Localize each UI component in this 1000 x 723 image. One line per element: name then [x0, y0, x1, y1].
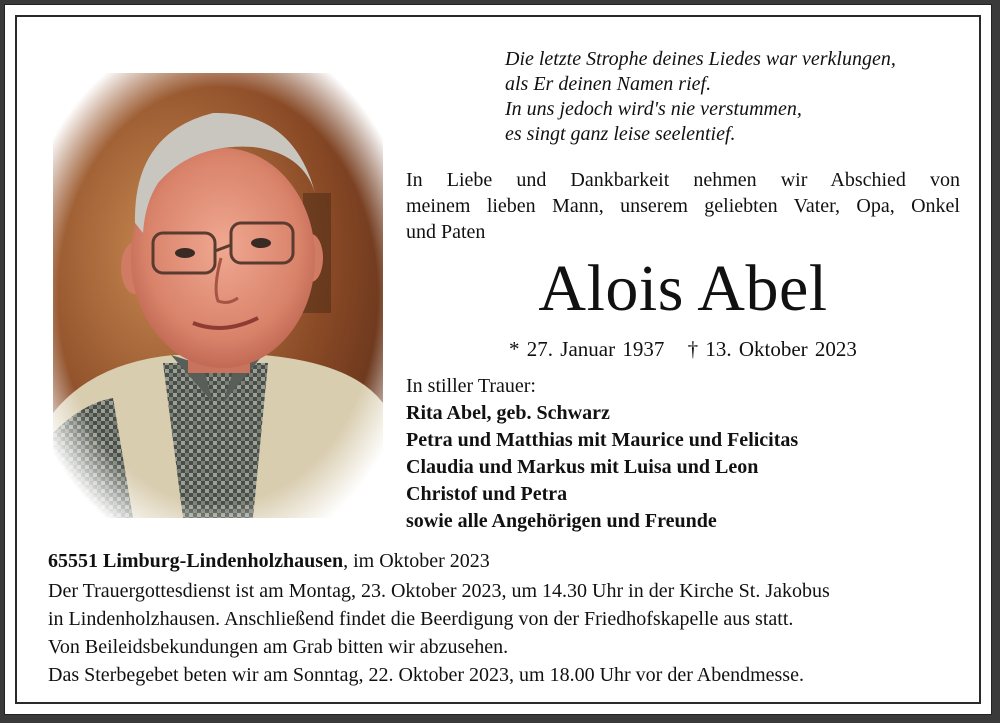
- deceased-name: Alois Abel: [538, 252, 828, 325]
- portrait-illustration: [53, 73, 383, 518]
- death-date: † 13. Oktober 2023: [687, 337, 857, 361]
- service-note: Das Sterbegebet beten wir am Sonntag, 22. Oktober 2023, um 18.00 Uhr vor der Abendmesse.: [48, 664, 804, 686]
- service-note: Der Trauergottesdienst ist am Montag, 23. Oktober 2023, um 14.30 Uhr in der Kirche St. Jakobus: [48, 580, 830, 602]
- mourner-entry: Rita Abel, geb. Schwarz: [406, 402, 610, 424]
- intro-line: und Paten: [406, 221, 486, 243]
- service-note: Von Beileidsbekundungen am Grab bitten wir abzusehen.: [48, 636, 509, 658]
- place-date: , im Oktober 2023: [343, 550, 490, 572]
- poem: [505, 47, 975, 147]
- mourner-entry: Claudia und Markus mit Luisa und Leon: [406, 456, 759, 478]
- service-note: in Lindenholzhausen. Anschließend findet die Beerdigung von der Friedhofskapelle aus statt.: [48, 608, 794, 630]
- service-notes: [48, 577, 968, 689]
- obituary-card: [4, 4, 992, 715]
- place-date-line: [48, 547, 968, 575]
- poem-line: In uns jedoch wird's nie verstummen,: [505, 98, 802, 120]
- mourner-entry: Christof und Petra: [406, 483, 568, 505]
- place-location: 65551 Limburg-Lindenholzhausen: [48, 550, 344, 572]
- portrait-photo: [53, 73, 383, 518]
- farewell-intro: [406, 167, 960, 245]
- poem-line: es singt ganz leise seelentief.: [505, 123, 736, 145]
- obituary-border: [15, 15, 981, 704]
- poem-line: als Er deinen Namen rief.: [505, 73, 712, 95]
- mourners-heading: In stiller Trauer:: [406, 375, 536, 397]
- mourner-entry: Petra und Matthias mit Maurice und Felicitas: [406, 429, 799, 451]
- poem-line: Die letzte Strophe deines Liedes war verklungen,: [505, 48, 896, 70]
- life-dates: [406, 335, 960, 363]
- intro-line: meinem lieben Mann, unserem geliebten Vater, Opa, Onkel: [406, 195, 960, 217]
- intro-line: In Liebe und Dankbarkeit nehmen wir Abschied von: [406, 169, 960, 191]
- birth-date: * 27. Januar 1937: [509, 337, 665, 361]
- mourner-entry: sowie alle Angehörigen und Freunde: [406, 510, 717, 532]
- mourners-list: [406, 373, 966, 535]
